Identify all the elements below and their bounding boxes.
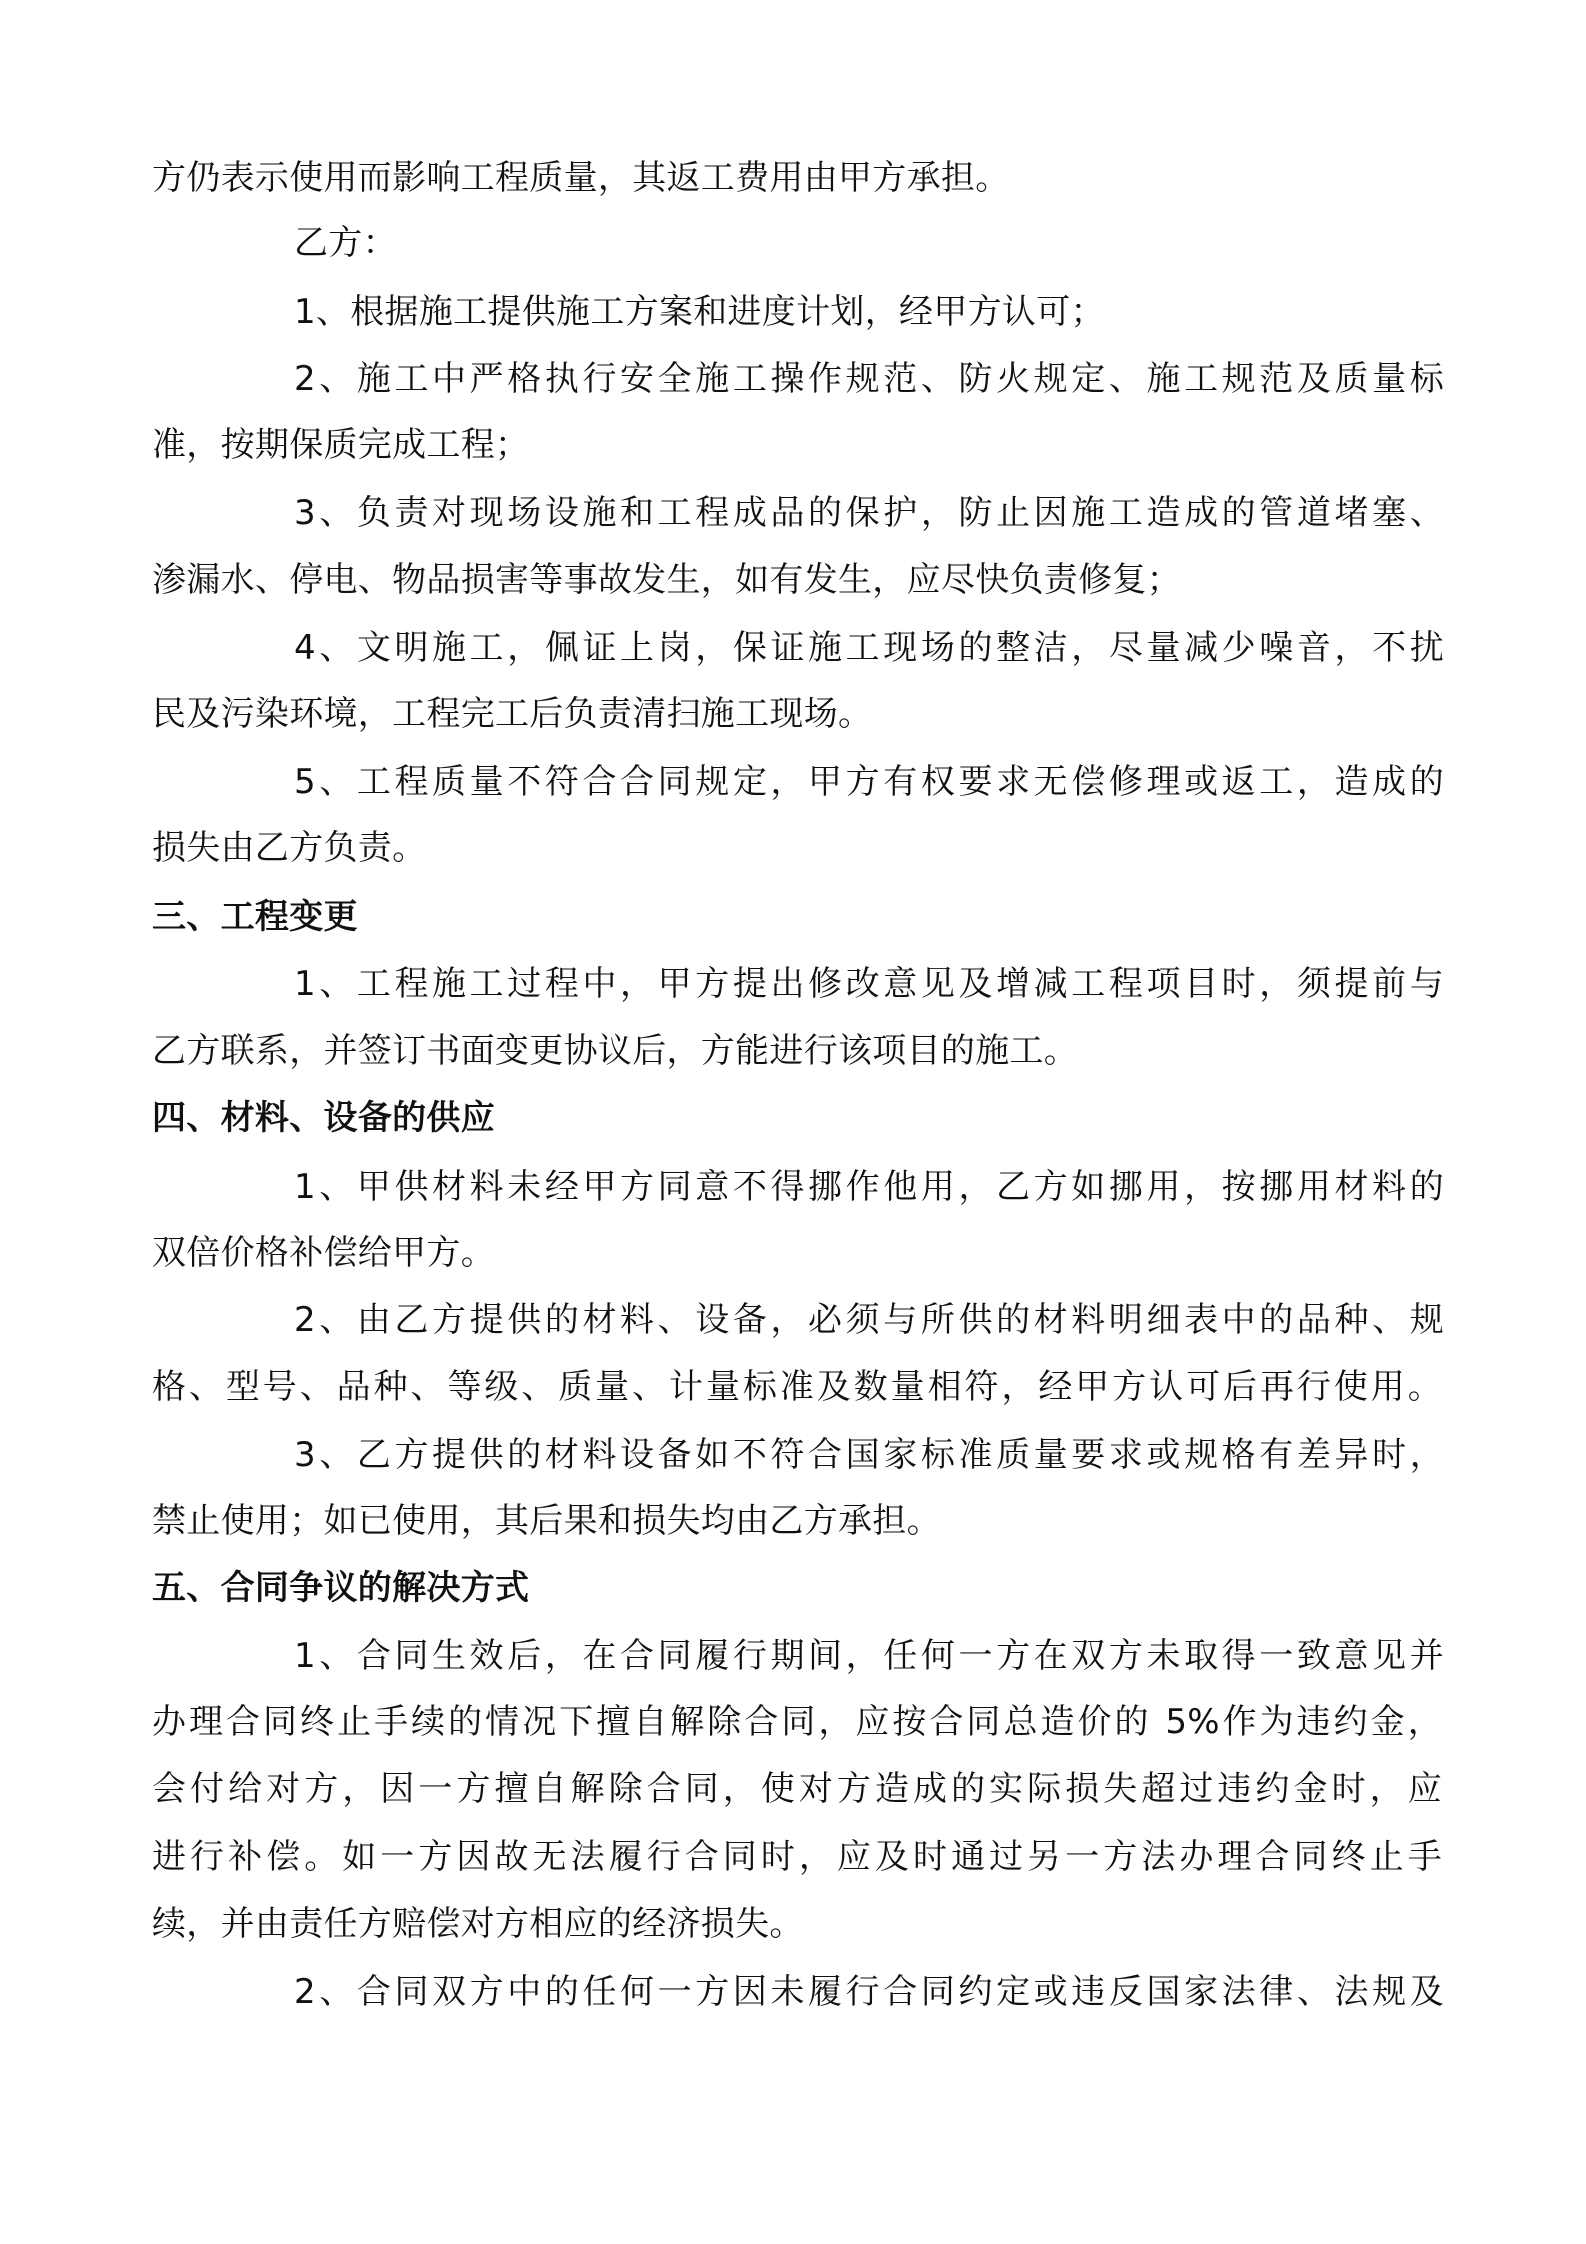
body-line: 2、由乙方提供的材料、设备，必须与所供的材料明细表中的品种、规: [294, 1300, 1444, 1340]
body-line: 4、文明施工，佩证上岗，保证施工现场的整洁，尽量减少噪音，不扰: [294, 628, 1444, 668]
party-b-heading: 乙方：: [294, 223, 397, 263]
body-line: 禁止使用；如已使用，其后果和损失均由乙方承担。: [152, 1501, 941, 1541]
body-line: 准，按期保质完成工程；: [152, 425, 530, 465]
body-line: 2、合同双方中的任何一方因未履行合同约定或违反国家法律、法规及: [294, 1972, 1444, 2012]
body-line: 渗漏水、停电、物品损害等事故发生，如有发生，应尽快负责修复；: [152, 560, 1181, 600]
body-line: 方仍表示使用而影响工程质量，其返工费用由甲方承担。: [152, 158, 1010, 198]
body-line: 1、合同生效后，在合同履行期间，任何一方在双方未取得一致意见并: [294, 1636, 1444, 1676]
body-line: 损失由乙方负责。: [152, 828, 427, 868]
body-line: 5、工程质量不符合合同规定，甲方有权要求无偿修理或返工，造成的: [294, 762, 1444, 802]
body-line: 3、负责对现场设施和工程成品的保护，防止因施工造成的管道堵塞、: [294, 493, 1444, 533]
body-line: 民及污染环境，工程完工后负责清扫施工现场。: [152, 694, 873, 734]
body-line: 2、施工中严格执行安全施工操作规范、防火规定、施工规范及质量标: [294, 359, 1444, 399]
body-line: 3、乙方提供的材料设备如不符合国家标准质量要求或规格有差异时，: [294, 1435, 1444, 1475]
body-line: 会付给对方，因一方擅自解除合同，使对方造成的实际损失超过违约金时，应: [152, 1769, 1442, 1809]
body-line: 双倍价格补偿给甲方。: [152, 1233, 495, 1273]
body-line: 1、根据施工提供施工方案和进度计划，经甲方认可；: [294, 292, 1105, 332]
section-heading-5: 五、合同争议的解决方式: [152, 1568, 530, 1608]
section-heading-4: 四、材料、设备的供应: [152, 1098, 495, 1138]
body-line: 格、型号、品种、等级、质量、计量标准及数量相符，经甲方认可后再行使用。: [152, 1367, 1442, 1407]
body-line: 办理合同终止手续的情况下擅自解除合同，应按合同总造价的 5%作为违约金，: [152, 1702, 1442, 1742]
body-line: 1、甲供材料未经甲方同意不得挪作他用，乙方如挪用，按挪用材料的: [294, 1167, 1444, 1207]
section-heading-3: 三、工程变更: [152, 897, 358, 937]
body-line: 1、工程施工过程中，甲方提出修改意见及增减工程项目时，须提前与: [294, 964, 1444, 1004]
body-line: 续，并由责任方赔偿对方相应的经济损失。: [152, 1904, 804, 1944]
body-line: 乙方联系，并签订书面变更协议后，方能进行该项目的施工。: [152, 1031, 1079, 1071]
body-line: 进行补偿。如一方因故无法履行合同时，应及时通过另一方法办理合同终止手: [152, 1837, 1442, 1877]
